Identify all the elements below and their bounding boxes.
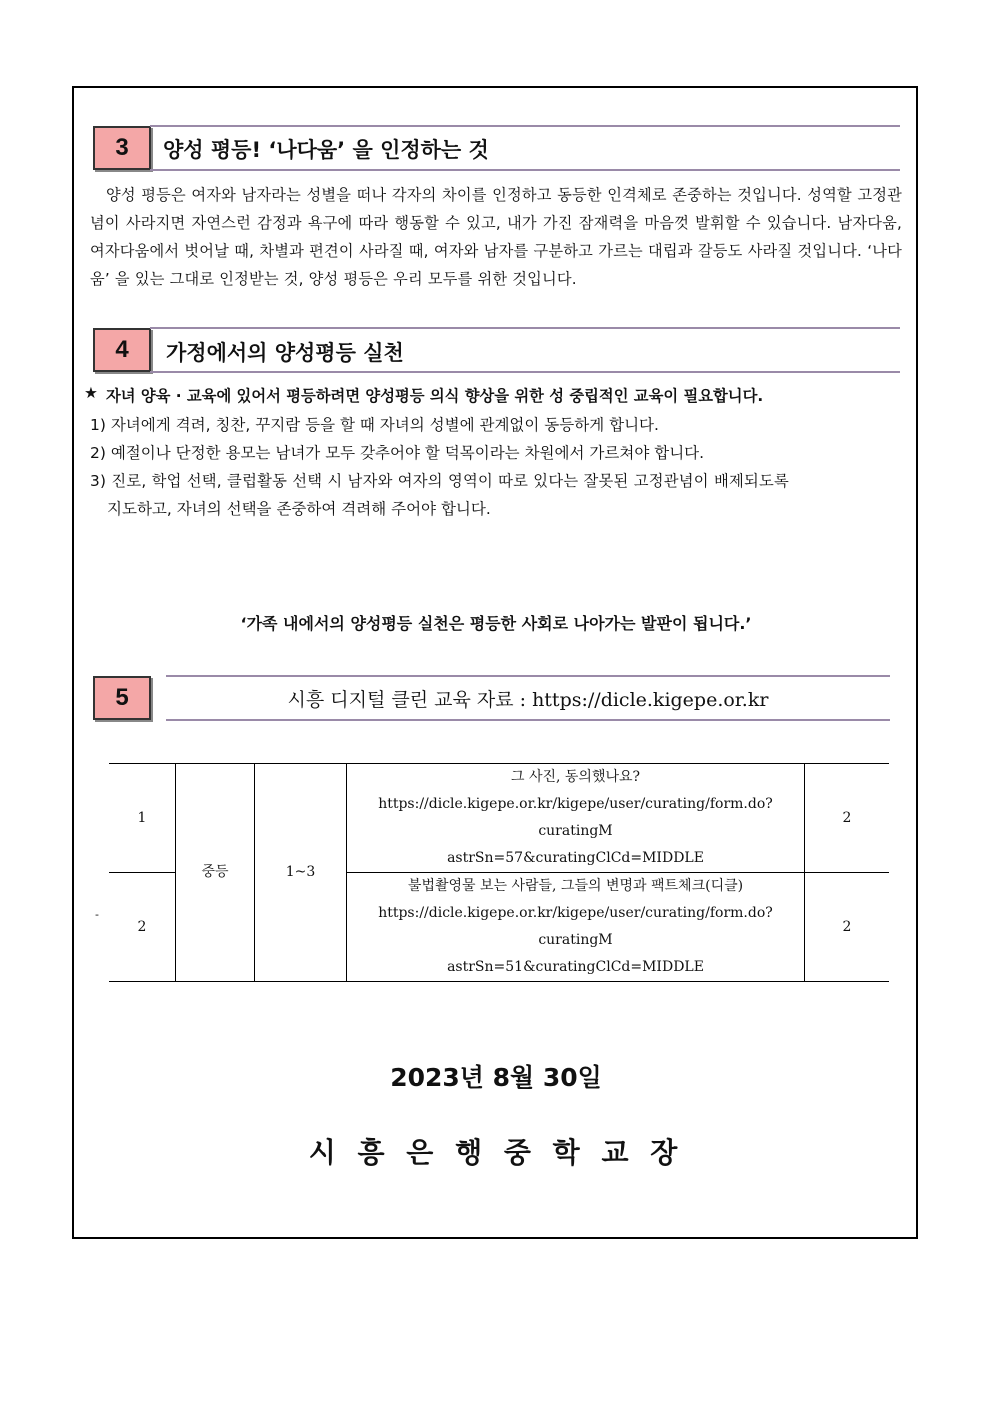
section-4-number: 4	[93, 328, 151, 372]
list-item-1: 1) 자녀에게 격려, 칭찬, 꾸지람 등을 할 때 자녀의 성별에 관계없이 동등하게 합니다.	[90, 416, 659, 434]
list-item-2: 2) 예절이나 단정한 용모는 남녀가 모두 갖추어야 할 덕목이라는 차원에서 가르쳐야 합니다.	[90, 444, 705, 462]
section-3-paragraph: 양성 평등은 여자와 남자라는 성별을 떠나 각자의 차이를 인정하고 동등한 인격체로 존중하는 것입니다. 성역할 고정관념이 사라지면 자연스런 감정과 욕구에 따라 행동할 수 있고, 내가 가진 잠재력을 마음껏 발휘할 수 있습니다. 남자다움, 여자다움에서 벗어날 때, 차별과 편견이 사라질 때, 여자와 남자를 구분하고 가르는 대립과 갈등도 사라질 것입니다. ‘나다움’ 을 있는 그대로 인정받는 것, 양성 평등은 우리 모두를 위한 것입니다.	[90, 186, 902, 288]
signature: 시 흥 은 행 중 학 교 장	[308, 1136, 684, 1169]
star-icon: ★	[84, 384, 98, 402]
side-mark: -	[95, 908, 99, 921]
section-4-title: 가정에서의 양성평등 실천	[166, 341, 404, 365]
resource-title: 불법촬영물 보는 사람들, 그들의 변명과 팩트체크(디클)	[407, 878, 744, 894]
list-item-3-continued: 지도하고, 자녀의 선택을 존중하여 격려해 주어야 합니다.	[107, 500, 491, 518]
section-4-quote: ‘가족 내에서의 양성평등 실천은 평등한 사회로 나아가는 발판이 됩니다.’	[240, 614, 752, 633]
date: 2023년 8월 30일	[390, 1063, 602, 1092]
table-row	[109, 764, 889, 873]
section-5-number: 5	[93, 676, 151, 720]
row-number: 1	[109, 764, 176, 873]
level-cell: 중등	[176, 764, 255, 982]
row-number: 2	[109, 873, 176, 982]
resource-cell	[347, 873, 805, 982]
resource-url-continued[interactable]: astrSn=57&curatingClCd=MIDDLE	[447, 850, 704, 866]
list-item-3: 3) 진로, 학업 선택, 클럽활동 선택 시 남자와 여자의 영역이 따로 있다는 잘못된 고정관념이 배제되도록	[90, 472, 790, 490]
count-cell: 2	[805, 764, 890, 873]
count-cell: 2	[805, 873, 890, 982]
section-4-lead: 자녀 양육 · 교육에 있어서 평등하려면 양성평등 의식 향상을 위한 성 중립적인 교육이 필요합니다.	[106, 387, 764, 405]
resource-url-continued[interactable]: astrSn=51&curatingClCd=MIDDLE	[447, 959, 704, 975]
resource-table	[109, 763, 889, 982]
section-5-title: 시흥 디지털 클린 교육 자료 : https://dicle.kigepe.or.kr	[287, 689, 769, 711]
resource-url[interactable]: https://dicle.kigepe.or.kr/kigepe/user/curating/form.do?curatingM	[378, 796, 773, 839]
resource-url[interactable]: https://dicle.kigepe.or.kr/kigepe/user/curating/form.do?curatingM	[378, 905, 773, 948]
resource-cell	[347, 764, 805, 873]
section-3-number: 3	[93, 126, 151, 170]
section-3-title: 양성 평등! ‘나다움’ 을 인정하는 것	[163, 138, 489, 162]
grade-cell: 1~3	[255, 764, 347, 982]
resource-title: 그 사진, 동의했나요?	[510, 769, 641, 785]
